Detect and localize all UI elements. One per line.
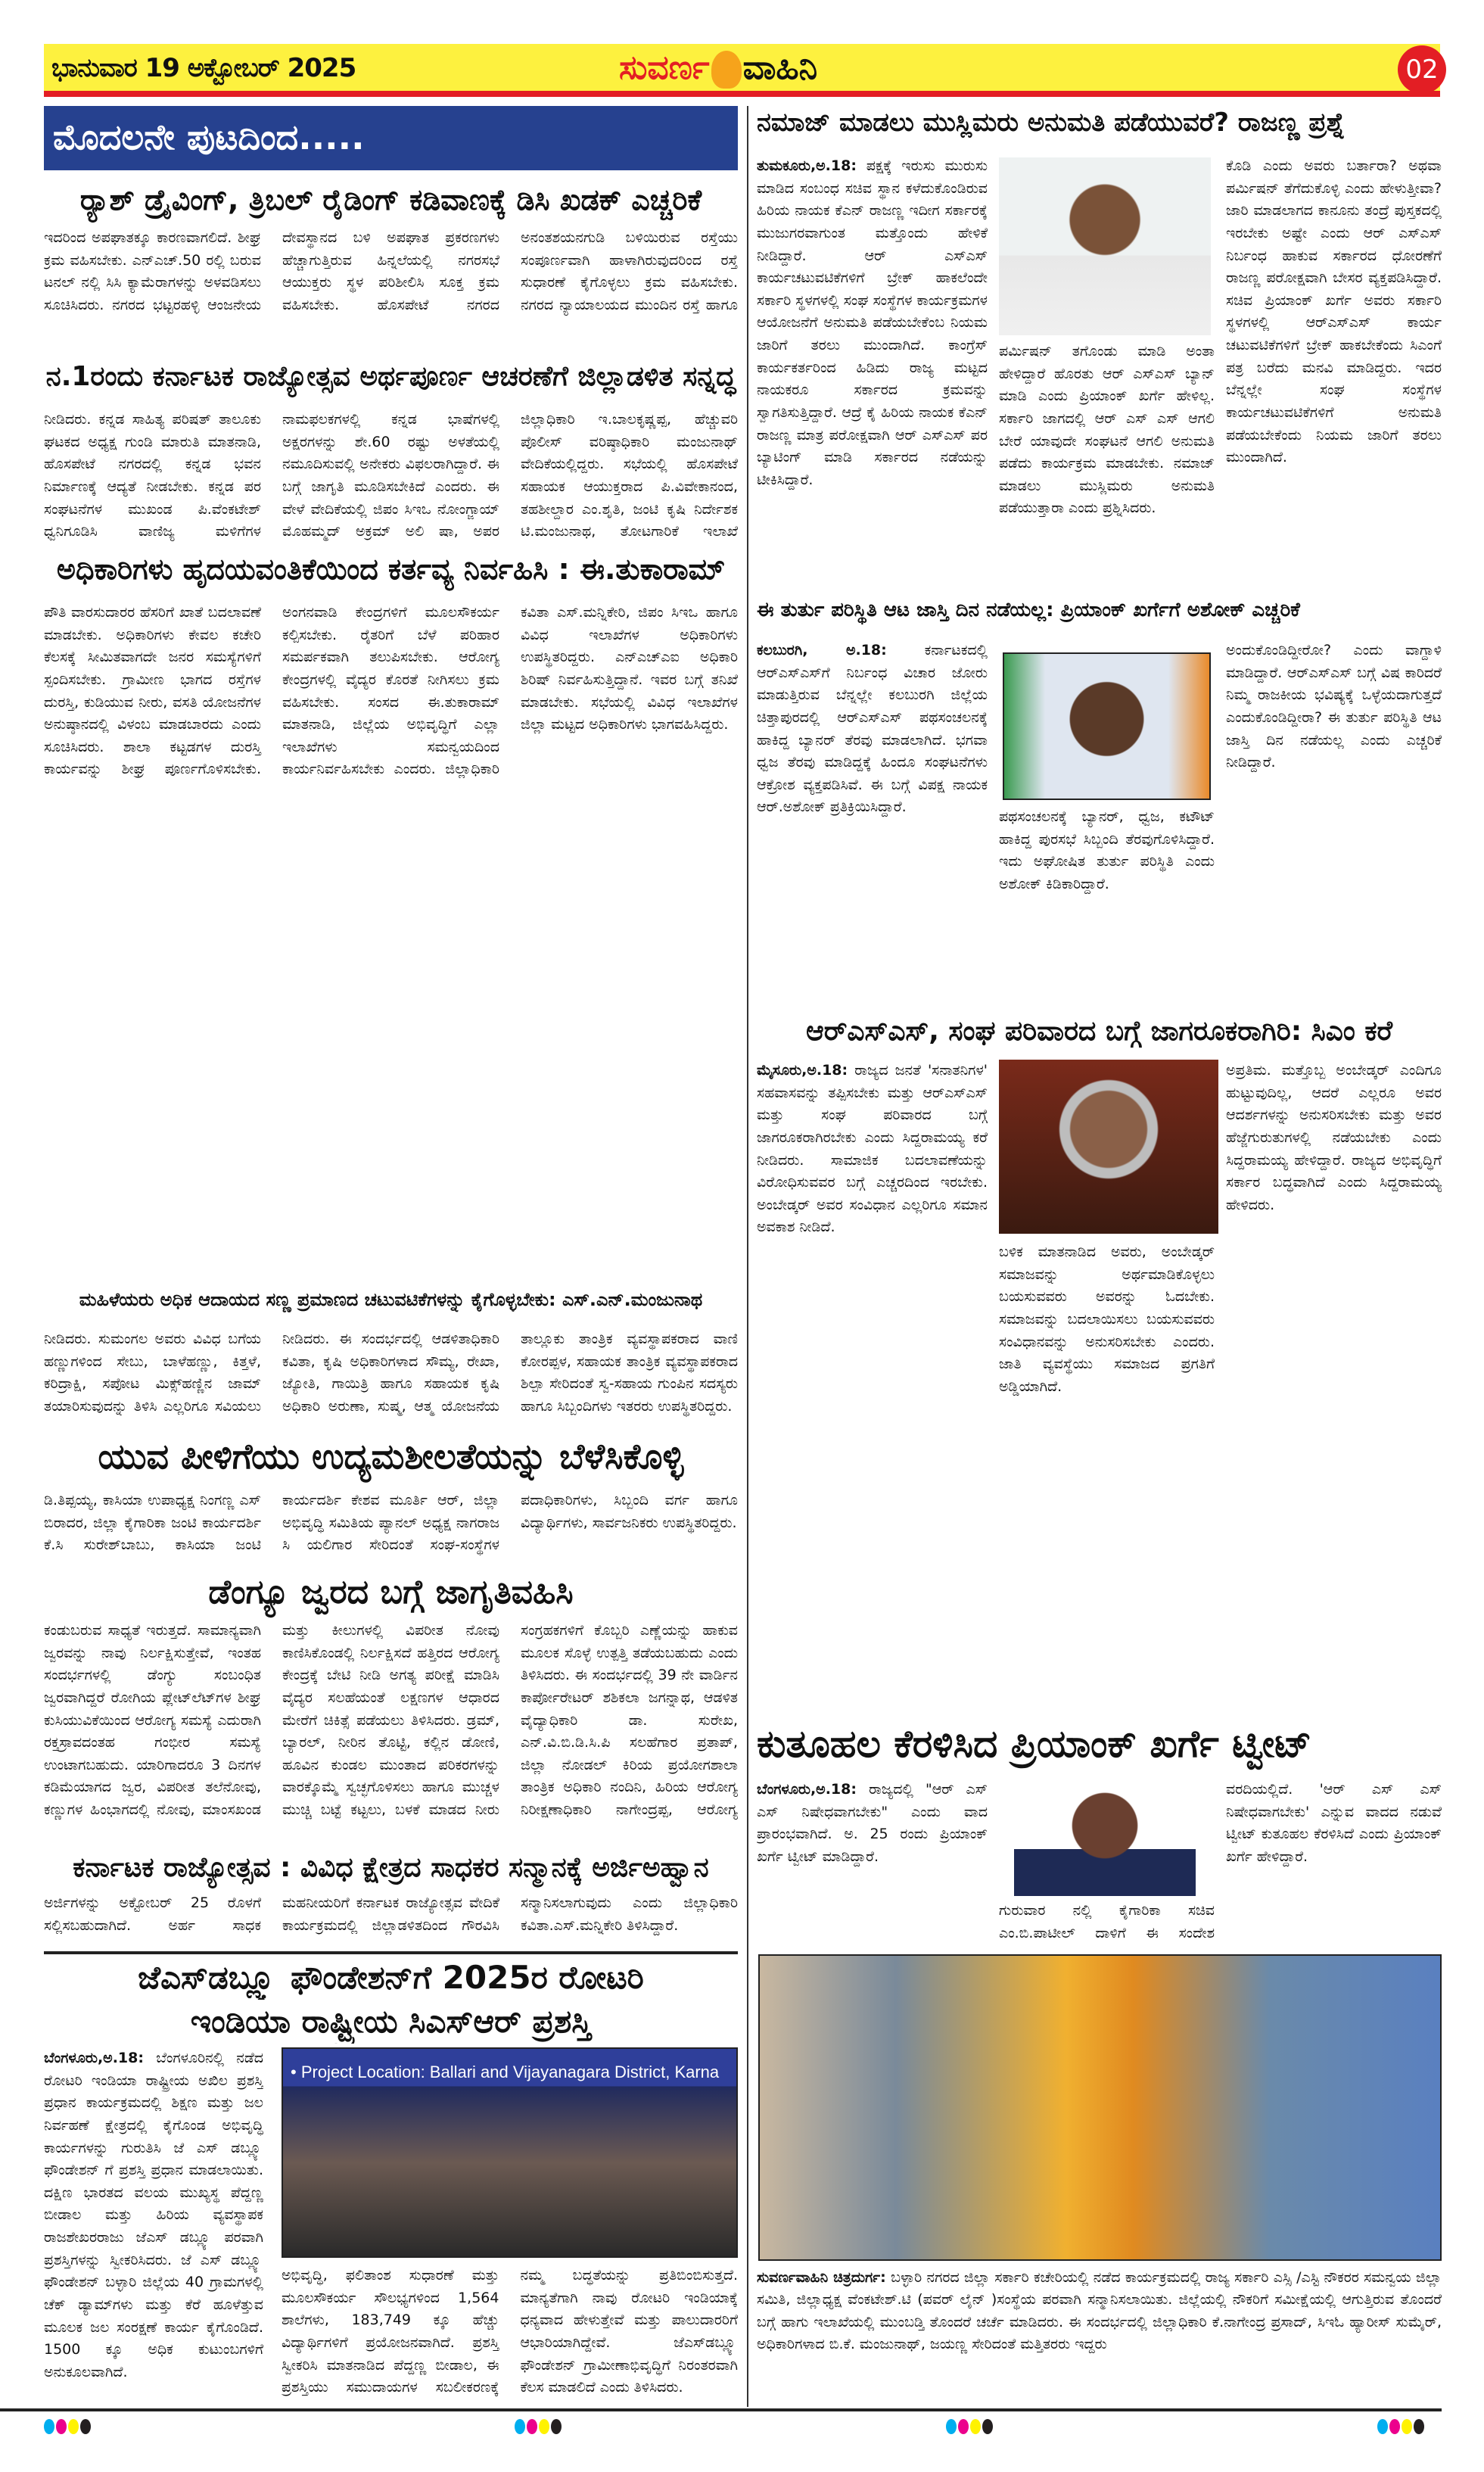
masthead-banner: [44, 44, 1440, 97]
karnataka-emblem-icon: [711, 51, 742, 89]
registration-marks: [1377, 2419, 1426, 2437]
headline-cm-rss: ಆರ್‌ಎಸ್‌ಎಸ್, ಸಂಘ ಪರಿವಾರದ ಬಗ್ಗೆ ಜಾಗರೂಕರಾಗಿರಿ: ಸಿಎಂ ಕರೆ: [805, 1016, 1393, 1047]
article-body: ಬಳಿಕ ಮಾತನಾಡಿದ ಅವರು, ಅಂಬೇಡ್ಕರ್ ಸಮಾಜವನ್ನು ಅರ್ಥಮಾಡಿಕೊಳ್ಳಲು ಬಯಸುವವರು ಅವರನ್ನು ಓದಬೇಕು. ಸಮಾಜವನ್ನು ಬದಲಾಯಿಸಲು ಬಯಸುವವರು ಸಂವಿಧಾನವನ್ನು ಅನುಸರಿಸಬೇಕು ಎಂದರು. ಜಾತಿ ವ್ಯವಸ್ಥೆಯು ಸಮಾಜದ ಪ್ರಗತಿಗೆ ಅಡ್ಡಿಯಾಗಿದೆ.: [999, 1244, 1215, 1395]
rajanna-photo: [999, 157, 1211, 335]
headline-rajyotsava-awards: ಕರ್ನಾಟಕ ರಾಜ್ಯೋತ್ಸವ : ವಿವಿಧ ಕ್ಷೇತ್ರದ ಸಾಧಕರ ಸನ್ಮಾನಕ್ಕೆ ಅರ್ಜಿಅಹ್ವಾನ: [73, 1852, 709, 1883]
registration-marks: [515, 2419, 563, 2437]
article-body: ಪಥಸಂಚಲನಕ್ಕೆ ಬ್ಯಾನರ್, ಧ್ವಜ, ಕಟೌಟ್ ಹಾಕಿದ್ದ ಪುರಸಭೆ ಸಿಬ್ಬಂದಿ ತೆರವುಗೊಳಿಸಿದ್ದಾರೆ. ಇದು ಅಘೋಷಿತ ತುರ್ತು ಪರಿಸ್ಥಿತಿ ಎಂದು ಅಶೋಕ್ ಕಿಡಿಕಾರಿದ್ದಾರೆ.: [999, 808, 1215, 892]
column-divider: [747, 106, 748, 2407]
headline-dengue: ಡೆಂಗ್ಯೂ ಜ್ವರದ ಬಗ್ಗೆ ಜಾಗೃತಿವಹಿಸಿ: [208, 1573, 574, 1611]
article-body: ಕಲಬುರಗಿ, ಅ.18: ಕರ್ನಾಟಕದಲ್ಲಿ ಆರ್‌ಎಸ್‌ಎಸ್‌ಗೆ ನಿರ್ಬಂಧ ವಿಚಾರ ಜೋರು ಮಾಡುತ್ತಿರುವ ಬೆನ್ನಲ್ಲೇ ಕಲಬುರಗಿ ಜಿಲ್ಲೆಯ ಚಿತ್ತಾಪುರದಲ್ಲಿ ಆರ್‌ಎಸ್‌ಎಸ್ ಪಥಸಂಚಲನಕ್ಕೆ ಹಾಕಿದ್ದ ಬ್ಯಾನರ್ ತೆರವು ಮಾಡಲಾಗಿದೆ. ಭಗವಾ ಧ್ವಜ ತೆರವು ಮಾಡಿದ್ದಕ್ಕೆ ಹಿಂದೂ ಸಂಘಟನೆಗಳು ಆಕ್ರೋಶ ವ್ಯಕ್ತಪಡಿಸಿವೆ. ಈ ಬಗ್ಗೆ ವಿಪಕ್ಷ ನಾಯಕ ಆರ್.ಅಶೋಕ್ ಪ್ರತಿಕ್ರಿಯಿಸಿದ್ದಾರೆ.: [757, 642, 988, 816]
headline-tukaram: ಅಧಿಕಾರಿಗಳು ಹೃದಯವಂತಿಕೆಯಿಂದ ಕರ್ತವ್ಯ ನಿರ್ವಹಿಸಿ : ಈ.ತುಕಾರಾಮ್: [56, 553, 726, 586]
article-body: ಅಭಿವೃದ್ಧಿ, ಫಲಿತಾಂಶ ಸುಧಾರಣೆ ಮತ್ತು ಮೂಲಸೌಕರ್ಯ ಸೌಲಭ್ಯಗಳಿಂದ 1,564 ಶಾಲೆಗಳು, 183,749 ಕ್ಕೂ ಹೆಚ್ಚು ವಿದ್ಯಾರ್ಥಿಗಳಿಗೆ ಪ್ರಯೋಜನವಾಗಿದೆ. ಪ್ರಶಸ್ತಿ ಸ್ವೀಕರಿಸಿ ಮಾತನಾಡಿದ ಪೆದ್ದಣ್ಣ ಬೀಡಾಲ, ಈ ಪ್ರಶಸ್ತಿಯು ಸಮುದಾಯಗಳ ಸಬಲೀಕರಣಕ್ಕೆ ನಮ್ಮ ಬದ್ಧತೆಯನ್ನು ಪ್ರತಿಬಿಂಬಿಸುತ್ತದೆ. ಮಾನ್ಯತೆಗಾಗಿ ನಾವು ರೋಟರಿ ಇಂಡಿಯಾಕ್ಕೆ ಧನ್ಯವಾದ ಹೇಳುತ್ತೇವೆ ಮತ್ತು ಪಾಲುದಾರರಿಗೆ ಆಭಾರಿಯಾಗಿದ್ದೇವೆ. ಜೆಎಸ್‌ಡಬ್ಲ್ಯೂ ಫೌಂಡೇಶನ್ ಗ್ರಾಮೀಣಾಭಿವೃದ್ಧಿಗೆ ನಿರಂತರವಾಗಿ ಕೆಲಸ ಮಾಡಲಿದೆ ಎಂದು ತಿಳಿಸಿದರು.: [282, 2267, 738, 2396]
registration-marks: [946, 2419, 994, 2437]
article-body: ಬೆಂಗಳೂರು,ಅ.18: ರಾಜ್ಯದಲ್ಲಿ "ಆರ್ ಎಸ್ ಎಸ್ ನಿಷೇಧವಾಗಬೇಕು" ಎಂದು ವಾದ ಪ್ರಾರಂಭವಾಗಿದೆ. ಅ. 25 ರಂದು ಪ್ರಿಯಾಂಕ್ ಖರ್ಗೆ ಟ್ವೀಟ್ ಮಾಡಿದ್ದಾರೆ.: [757, 1781, 988, 1865]
headline-jsw-line1: ಜೆಎಸ್‌ಡಬ್ಲ್ಯೂ ಫೌಂಡೇಶನ್‌ಗೆ 2025ರ ರೋಟರಿ: [138, 1959, 644, 1996]
newspaper-logo: ಸುವರ್ಣ ವಾಹಿನಿ: [619, 48, 818, 87]
award-ceremony-photo: [282, 2047, 738, 2258]
article-body: ಡಿ.ತಿಪ್ಪಯ್ಯ, ಕಾಸಿಯಾ ಉಪಾಧ್ಯಕ್ಷ ನಿಂಗಣ್ಣ ಎಸ್ ಬಿರಾದರ, ಜಿಲ್ಲಾ ಕೈಗಾರಿಕಾ ಜಂಟಿ ಕಾರ್ಯದರ್ಶಿ ಕೆ.ಸಿ ಸುರೇಶ್‌ಬಾಬು, ಕಾಸಿಯಾ ಜಂಟಿ ಕಾರ್ಯದರ್ಶಿ ಕೇಶವ ಮೂರ್ತಿ ಆರ್, ಜಿಲ್ಲಾ ಅಭಿವೃದ್ಧಿ ಸಮಿತಿಯ ಪ್ಯಾನಲ್ ಅಧ್ಯಕ್ಷ ನಾಗರಾಜ ಸಿ ಯಲಿಗಾರ ಸೇರಿದಂತೆ ಸಂಘ-ಸಂಸ್ಥೆಗಳ ಪದಾಧಿಕಾರಿಗಳು, ಸಿಬ್ಬಂದಿ ವರ್ಗ ಹಾಗೂ ವಿದ್ಯಾರ್ಥಿಗಳು, ಸಾರ್ವಜನಿಕರು ಉಪಸ್ಥಿತರಿದ್ದರು.: [44, 1492, 738, 1554]
article-body: ತುಮಕೂರು,ಅ.18: ಪಕ್ಷಕ್ಕೆ ಇರುಸು ಮುರುಸು ಮಾಡಿದ ಸಂಬಂಧ ಸಚಿವ ಸ್ಥಾನ ಕಳೆದುಕೊಂಡಿರುವ ಹಿರಿಯ ನಾಯಕ ಕೆಎನ್ ರಾಜಣ್ಣ ಇದೀಗ ಸರ್ಕಾರಕ್ಕೆ ಮುಜುಗರವಾಗುಂತ ಮತ್ತೊಂದು ಹೇಳಿಕೆ ನೀಡಿದ್ದಾರೆ. ಆರ್ ಎಸ್‌ಎಸ್ ಕಾರ್ಯಚಟುವಟಿಕೆಗಳಿಗೆ ಬ್ರೇಕ್ ಹಾಕಲೆಂದೇ ಸರ್ಕಾರಿ ಸ್ಥಳಗಳಲ್ಲಿ ಸಂಘ ಸಂಸ್ಥೆಗಳ ಕಾರ್ಯಕ್ರಮಗಳ ಆಯೋಜನೆಗೆ ಅನುಮತಿ ಪಡೆಯಬೇಕೆಂಬ ನಿಯಮ ಜಾರಿಗೆ ತರಲು ಮುಂದಾಗಿದೆ. ಕಾಂಗ್ರೆಸ್ ಕಾರ್ಯಕರ್ತರಿಂದ ಹಿಡಿದು ರಾಜ್ಯ ಮಟ್ಟದ ನಾಯಕರೂ ಸರ್ಕಾರದ ಕ್ರಮವನ್ನು ಸ್ವಾಗತಿಸುತ್ತಿದ್ದಾರೆ. ಆದ್ರೆ ಕೈ ಹಿರಿಯ ನಾಯಕ ಕೆಎನ್ ರಾಜಣ್ಣ ಮಾತ್ರ ಪರೋಕ್ಷವಾಗಿ ಆರ್ ಎಸ್‌ಎಸ್ ಪರ ಬ್ಯಾಟಿಂಗ್ ಮಾಡಿ ಸರ್ಕಾರದ ನಡೆಯನ್ನು ಟೀಕಿಸಿದ್ದಾರೆ.: [757, 157, 988, 488]
article-body: ನೀಡಿದರು. ಸುಮಂಗಲ ಅವರು ವಿವಿಧ ಬಗೆಯ ಹಣ್ಣುಗಳಿಂದ ಸೇಬು, ಬಾಳೆಹಣ್ಣು, ಕಿತ್ತಳೆ, ಕರಿದ್ರಾಕ್ಷಿ, ಸಪೋಟ ಮಿಕ್ಸ್‌ಹಣ್ಣಿನ ಜಾಮ್ ತಯಾರಿಸುವುದನ್ನು ತಿಳಿಸಿ ಎಲ್ಲರಿಗೂ ಸವಿಯಲು ನೀಡಿದರು. ಈ ಸಂದರ್ಭದಲ್ಲಿ ಆಡಳಿತಾಧಿಕಾರಿ ಕವಿತಾ, ಕೃಷಿ ಅಧಿಕಾರಿಗಳಾದ ಸೌಮ್ಯ, ರೇಖಾ, ಜ್ಯೋತಿ, ಗಾಯಿತ್ರಿ ಹಾಗೂ ಸಹಾಯಕ ಕೃಷಿ ಅಧಿಕಾರಿ ಅರುಣಾ, ಸುಷ್ಮ, ಆತ್ಮ ಯೋಜನೆಯ ತಾಲ್ಲೂಕು ತಾಂತ್ರಿಕ ವ್ಯವಸ್ಥಾಪಕರಾದ ವಾಣಿ ಕೋರಪ್ಪಳ, ಸಹಾಯಕ ತಾಂತ್ರಿಕ ವ್ಯವಸ್ಥಾಪಕರಾದ ಶಿಲ್ಪಾ ಸೇರಿದಂತೆ ಸ್ವ-ಸಹಾಯ ಗುಂಪಿನ ಸದಸ್ಯರು ಹಾಗೂ ಸಿಬ್ಬಂದಿಗಳು ಇತರರು ಉಪಸ್ಥಿತರಿದ್ದರು.: [44, 1331, 738, 1415]
article-body: ಬೆಂಗಳೂರು,ಅ.18: ಬೆಂಗಳೂರಿನಲ್ಲಿ ನಡೆದ ರೋಟರಿ ಇಂಡಿಯಾ ರಾಷ್ಟ್ರೀಯ ಅಖಿಲ ಪ್ರಶಸ್ತಿ ಪ್ರಧಾನ ಕಾರ್ಯಕ್ರಮದಲ್ಲಿ ಶಿಕ್ಷಣ ಮತ್ತು ಜಲ ನಿರ್ವಹಣೆ ಕ್ಷೇತ್ರದಲ್ಲಿ ಕೈಗೊಂಡ ಅಭಿವೃದ್ಧಿ ಕಾರ್ಯಗಳನ್ನು ಗುರುತಿಸಿ ಜೆ ಎಸ್ ಡಬ್ಲ್ಯೂ ಫೌಂಡೇಶನ್ ಗೆ ಪ್ರಶಸ್ತಿ ಪ್ರಧಾನ ಮಾಡಲಾಯಿತು. ದಕ್ಷಿಣ ಭಾರತದ ವಲಯ ಮುಖ್ಯಸ್ಥ ಪೆದ್ದಣ್ಣ ಬೀಡಾಲ ಮತ್ತು ಹಿರಿಯ ವ್ಯವಸ್ಥಾಪಕ ರಾಜಶೇಖರರಾಜು ಜೆಎಸ್ ಡಬ್ಲ್ಯೂ ಪರವಾಗಿ ಪ್ರಶಸ್ತಿಗಳನ್ನು ಸ್ವೀಕರಿಸಿದರು. ಜೆ ಎಸ್ ಡಬ್ಲ್ಯೂ ಫೌಂಡೇಶನ್ ಬಳ್ಳಾರಿ ಜಿಲ್ಲೆಯ 40 ಗ್ರಾಮಗಳಲ್ಲಿ ಚೆಕ್ ಡ್ಯಾಮ್‌ಗಳು ಮತ್ತು ಕೆರೆ ಹೂಳೆತ್ತುವ ಮೂಲಕ ಜಲ ಸಂರಕ್ಷಣೆ ಕಾರ್ಯ ಕೈಗೊಂಡಿದೆ. 1500 ಕ್ಕೂ ಅಧಿಕ ಕುಟುಂಬಗಳಿಗೆ ಅನುಕೂಲವಾಗಿದೆ.: [44, 2050, 263, 2380]
article-body: ಅರ್ಜಿಗಳನ್ನು ಅಕ್ಟೋಬರ್ 25 ರೊಳಗೆ ಸಲ್ಲಿಸಬಹುದಾಗಿದೆ. ಅರ್ಹ ಸಾಧಕ ಮಹನೀಯರಿಗೆ ಕರ್ನಾಟಕ ರಾಜ್ಯೋತ್ಸವ ವೇದಿಕೆ ಕಾರ್ಯಕ್ರಮದಲ್ಲಿ ಜಿಲ್ಲಾಡಳಿತದಿಂದ ಗೌರವಿಸಿ ಸನ್ಮಾನಿಸಲಾಗುವುದು ಎಂದು ಜಿಲ್ಲಾಧಿಕಾರಿ ಕವಿತಾ.ಎಸ್.ಮನ್ನಿಕೇರಿ ತಿಳಿಸಿದ್ದಾರೆ.: [44, 1894, 738, 1934]
ashok-photo: [1003, 652, 1211, 800]
headline-jsw-line2: ಇಂಡಿಯಾ ರಾಷ್ಟ್ರೀಯ ಸಿಎಸ್‌ಆರ್ ಪ್ರಶಸ್ತಿ: [190, 2003, 592, 2040]
article-body: ನೀಡಿದರು. ಕನ್ನಡ ಸಾಹಿತ್ಯ ಪರಿಷತ್ ತಾಲೂಕು ಘಟಕದ ಅಧ್ಯಕ್ಷ ಗುಂಡಿ ಮಾರುತಿ ಮಾತನಾಡಿ, ಹೊಸಪೇಟೆ ನಗರದಲ್ಲಿ ಕನ್ನಡ ಭವನ ನಿರ್ಮಾಣಕ್ಕೆ ಆದ್ಯತೆ ನೀಡಬೇಕು. ಕನ್ನಡ ಪರ ಸಂಘಟನೆಗಳ ಮುಖಂಡ ಪಿ.ವೆಂಕಟೇಶ್ ಧ್ವನಿಗೂಡಿಸಿ ವಾಣಿಜ್ಯ ಮಳಿಗೆಗಳ ನಾಮಫಲಕಗಳಲ್ಲಿ ಕನ್ನಡ ಭಾಷೆಗಳಲ್ಲಿ ಅಕ್ಷರಗಳನ್ನು ಶೇ.60 ರಷ್ಟು ಅಳತೆಯಲ್ಲಿ ನಮೂದಿಸುವಲ್ಲಿ ಅನೇಕರು ವಿಫಲರಾಗಿದ್ದಾರೆ. ಈ ಬಗ್ಗೆ ಜಾಗೃತಿ ಮೂಡಿಸಬೇಕಿದೆ ಎಂದರು. ಈ ವೇಳೆ ವೇದಿಕೆಯಲ್ಲಿ ಜಿಪಂ ಸಿಇಒ ನೋಂಗ್ಜಾಯ್ ಮೊಹಮ್ಮದ್ ಅಕ್ರಮ್ ಅಲಿ ಷಾ, ಅಪರ ಜಿಲ್ಲಾಧಿಕಾರಿ ಇ.ಬಾಲಕೃಷ್ಣಪ್ಪ, ಹೆಚ್ಚುವರಿ ಪೊಲೀಸ್ ವರಿಷ್ಠಾಧಿಕಾರಿ ಮಂಜುನಾಥ್ ವೇದಿಕೆಯಲ್ಲಿದ್ದರು. ಸಭೆಯಲ್ಲಿ ಹೊಸಪೇಟೆ ಸಹಾಯಕ ಆಯುಕ್ತರಾದ ಪಿ.ವಿವೇಕಾನಂದ, ತಹಶೀಲ್ದಾರ ಎಂ.ಶೃತಿ, ಜಂಟಿ ಕೃಷಿ ನಿರ್ದೇಶಕ ಟಿ.ಮಂಜುನಾಥ, ತೋಟಗಾರಿಕೆ ಇಲಾಖೆ: [44, 411, 738, 540]
headline-youth-entrepreneurship: ಯುವ ಪೀಳಿಗೆಯು ಉದ್ಯಮಶೀಲತೆಯನ್ನು ಬೆಳೆಸಿಕೊಳ್ಳಿ: [98, 1436, 684, 1477]
headline-women-income: ಮಹಿಳೆಯರು ಅಧಿಕ ಆದಾಯದ ಸಣ್ಣ ಪ್ರಮಾಣದ ಚಟುವಟಿಕೆಗಳನ್ನು ಕೈಗೊಳ್ಳಬೇಕು: ಎಸ್.ಎನ್.ಮಂಜುನಾಥ: [79, 1289, 703, 1310]
siddaramaiah-photo: [999, 1060, 1218, 1234]
issue-date: ಭಾನುವಾರ 19 ಅಕ್ಟೋಬರ್ 2025: [51, 53, 356, 83]
felicitation-photo: [758, 1954, 1442, 2261]
headline-priyank-tweet: ಕುತೂಹಲ ಕೆರಳಿಸಿದ ಪ್ರಿಯಾಂಕ್ ಖರ್ಗೆ ಟ್ವೀಟ್: [757, 1722, 1312, 1766]
headline-rajanna: ನಮಾಜ್ ಮಾಡಲು ಮುಸ್ಲಿಮರು ಅನುಮತಿ ಪಡೆಯುವರೆ? ರಾಜಣ್ಣ ಪ್ರಶ್ನೆ: [757, 107, 1346, 138]
photo-caption: ಸುವರ್ಣವಾಹಿನಿ ಚಿತ್ರದುರ್ಗ: ಬಳ್ಳಾರಿ ನಗರದ ಜಿಲ್ಲಾ ಸರ್ಕಾರಿ ಕಚೇರಿಯಲ್ಲಿ ನಡೆದ ಕಾರ್ಯಕ್ರಮದಲ್ಲಿ ರಾಜ್ಯ ಸರ್ಕಾರಿ ಎಸ್ಸಿ /ಎಸ್ಟಿ ನೌಕರರ ಸಮನ್ವಯ ಜಿಲ್ಲಾ ಸಮಿತಿ, ಜಿಲ್ಲಾಧ್ಯಕ್ಷ ವೆಂಕಟೇಶ್.ಟಿ (ಪವರ್ ಲೈನ್ )ಸಂಸ್ಥೆಯ ಪರವಾಗಿ ಸನ್ಮಾನಿಸಲಾಯಿತು. ಜಿಲ್ಲೆಯಲ್ಲಿ ನೌಕರಿಗೆ ಸಮೀಕ್ಷೆಯಲ್ಲಿ ಆಗುತ್ತಿರುವ ತೊಂದರೆ ಬಗ್ಗೆ ಹಾಗು ಇಲಾಖೆಯಲ್ಲಿ ಮುಂಬಡ್ತಿ ತೊಂದರೆ ಚರ್ಚೆ ಮಾಡಿದರು. ಈ ಸಂದರ್ಭದಲ್ಲಿ ಜಿಲ್ಲಾಧಿಕಾರಿ ಕೆ.ನಾಗೇಂದ್ರ ಪ್ರಸಾದ್, ಸಿಇಓ ಹ್ಯಾರೀಸ್ ಸುಮೈರ್, ಅಧಿಕಾರಿಗಳಾದ ಬಿ.ಕೆ. ಮಂಜುನಾಥ್, ಜಯಣ್ಣ ಸೇರಿದಂತೆ ಮತ್ತಿತರರು ಇದ್ದರು: [757, 2269, 1442, 2353]
article-body: ಕಂಡುಬರುವ ಸಾಧ್ಯತೆ ಇರುತ್ತದೆ. ಸಾಮಾನ್ಯವಾಗಿ ಜ್ವರವನ್ನು ನಾವು ನಿರ್ಲಕ್ಷಿಸುತ್ತೇವೆ, ಇಂತಹ ಸಂದರ್ಭಗಳಲ್ಲಿ ಡೆಂಗ್ಯು ಸಂಬಂಧಿತ ಜ್ವರವಾಗಿದ್ದರೆ ರೋಗಿಯ ಪ್ಲೇಟ್‌ಲೆಟ್‌ಗಳ ಶೀಘ್ರ ಕುಸಿಯುವಿಕೆಯಿಂದ ಆರೋಗ್ಯ ಸಮಸ್ಯೆ ಎದುರಾಗಿ ರಕ್ತಸ್ರಾವದಂತಹ ಗಂಭೀರ ಸಮಸ್ಯೆ ಉಂಟಾಗಬಹುದು. ಯಾರಿಗಾದರೂ 3 ದಿನಗಳ ಕಡಿಮೆಯಾಗದ ಜ್ವರ, ವಿಪರೀತ ತಲೆನೋವು, ಕಣ್ಣುಗಳ ಹಿಂಭಾಗದಲ್ಲಿ ನೋವು, ಮಾಂಸಖಂಡ ಮತ್ತು ಕೀಲುಗಳಲ್ಲಿ ವಿಪರೀತ ನೋವು ಕಾಣಿಸಿಕೊಂಡಲ್ಲಿ ನಿರ್ಲಕ್ಷಿಸದೆ ಹತ್ತಿರದ ಆರೋಗ್ಯ ಕೇಂದ್ರಕ್ಕೆ ಬೇಟಿ ನೀಡಿ ಅಗತ್ಯ ಪರೀಕ್ಷೆ ಮಾಡಿಸಿ ವೈದ್ಯರ ಸಲಹೆಯಂತೆ ಲಕ್ಷಣಗಳ ಆಧಾರದ ಮೇರೆಗೆ ಚಿಕಿತ್ಸೆ ಪಡೆಯಲು ತಿಳಿಸಿದರು. ಡ್ರಮ್, ಬ್ಯಾರಲ್, ನೀರಿನ ತೊಟ್ಟಿ, ಕಲ್ಲಿನ ಡೋಣಿ, ಹೂವಿನ ಕುಂಡಲ ಮುಂತಾದ ಪರಿಕರಗಳನ್ನು ವಾರಕ್ಕೊಮ್ಮೆ ಸ್ವಚ್ಛಗೊಳಿಸಲು ಹಾಗೂ ಮುಚ್ಚಳ ಮುಚ್ಚಿ ಬಟ್ಟೆ ಕಟ್ಟಲು, ಬಳಕೆ ಮಾಡದ ನೀರು ಸಂಗ್ರಹಕಗಳಿಗೆ ಕೊಬ್ಬರಿ ಎಣ್ಣೆಯನ್ನು ಹಾಕುವ ಮೂಲಕ ಸೊಳ್ಳೆ ಉತ್ಪತ್ತಿ ತಡೆಯಬಹುದು ಎಂದು ತಿಳಿಸಿದರು. ಈ ಸಂದರ್ಭದಲ್ಲಿ 39 ನೇ ವಾರ್ಡಿನ ಕಾರ್ಪೋರೇಟರ್ ಶಶಿಕಲಾ ಜಗನ್ನಾಥ, ಆಡಳಿತ ವೈದ್ಯಾಧಿಕಾರಿ ಡಾ. ಸುರೇಖ, ಎನ್.ವಿ.ಬಿ.ಡಿ.ಸಿ.ಪಿ ಸಲಹೆಗಾರ ಪ್ರತಾಪ್, ಜಿಲ್ಲಾ ನೋಡಲ್ ಕಿರಿಯ ಪ್ರಯೋಗಶಾಲಾ ತಾಂತ್ರಿಕ ಅಧಿಕಾರಿ ನಂದಿನಿ, ಹಿರಿಯ ಆರೋಗ್ಯ ನಿರೀಕ್ಷಣಾಧಿಕಾರಿ ನಾಗೇಂದ್ರಪ್ಪ, ಆರೋಗ್ಯ: [44, 1622, 738, 1818]
headline-rajyotsava-preparation: ನ.1ರಂದು ಕರ್ನಾಟಕ ರಾಜ್ಯೋತ್ಸವ ಅರ್ಥಪೂರ್ಣ ಆಚರಣೆಗೆ ಜಿಲ್ಲಾಡಳಿತ ಸನ್ನದ್ಧ: [45, 361, 736, 392]
article-body: ಅಂದುಕೊಂಡಿದ್ದೀರೋ? ಎಂದು ವಾಗ್ದಾಳಿ ಮಾಡಿದ್ದಾರೆ. ಆರ್‌ಎಸ್‌ಎಸ್ ಬಗ್ಗೆ ವಿಷ ಕಾರಿದರೆ ನಿಮ್ಮ ರಾಜಕೀಯ ಭವಿಷ್ಯಕ್ಕೆ ಒಳ್ಳೆಯದಾಗುತ್ತದೆ ಎಂದುಕೊಂಡಿದ್ದೀರಾ? ಈ ತುರ್ತು ಪರಿಸ್ಥಿತಿ ಆಟ ಜಾಸ್ತಿ ದಿನ ನಡೆಯಲ್ಲ ಎಂದು ಎಚ್ಚರಿಕೆ ನೀಡಿದ್ದಾರೆ.: [1226, 642, 1442, 771]
section-rule: [44, 1951, 738, 1954]
priyank-kharge-photo: [1014, 1779, 1196, 1896]
photo-banner-text: • Project Location: Ballari and Vijayanagara District, Karna: [291, 2063, 720, 2081]
continued-from-front-box: ಮೊದಲನೇ ಪುಟದಿಂದ.....: [44, 106, 738, 170]
article-body: ಪೌತಿ ವಾರಸುದಾರರ ಹೆಸರಿಗೆ ಖಾತೆ ಬದಲಾವಣೆ ಮಾಡಬೇಕು. ಅಧಿಕಾರಿಗಳು ಕೇವಲ ಕಚೇರಿ ಕೆಲಸಕ್ಕೆ ಸೀಮಿತವಾಗದೇ ಜನರ ಸಮಸ್ಯೆಗಳಿಗೆ ಸ್ಪಂದಿಸಬೇಕು. ಗ್ರಾಮೀಣ ಭಾಗದ ರಸ್ತೆಗಳ ದುರಸ್ತಿ, ಕುಡಿಯುವ ನೀರು, ವಸತಿ ಯೋಜನೆಗಳ ಅನುಷ್ಠಾನದಲ್ಲಿ ವಿಳಂಬ ಮಾಡಬಾರದು ಎಂದು ಸೂಚಿಸಿದರು. ಶಾಲಾ ಕಟ್ಟಡಗಳ ದುರಸ್ತಿ ಕಾರ್ಯವನ್ನು ಶೀಘ್ರ ಪೂರ್ಣಗೊಳಿಸಬೇಕು. ಅಂಗನವಾಡಿ ಕೇಂದ್ರಗಳಿಗೆ ಮೂಲಸೌಕರ್ಯ ಕಲ್ಪಿಸಬೇಕು. ರೈತರಿಗೆ ಬೆಳೆ ಪರಿಹಾರ ಸಮರ್ಪಕವಾಗಿ ತಲುಪಿಸಬೇಕು. ಆರೋಗ್ಯ ಕೇಂದ್ರಗಳಲ್ಲಿ ವೈದ್ಯರ ಕೊರತೆ ನೀಗಿಸಲು ಕ್ರಮ ವಹಿಸಬೇಕು. ಸಂಸದ ಈ.ತುಕಾರಾಮ್ ಮಾತನಾಡಿ, ಜಿಲ್ಲೆಯ ಅಭಿವೃದ್ಧಿಗೆ ಎಲ್ಲಾ ಇಲಾಖೆಗಳು ಸಮನ್ವಯದಿಂದ ಕಾರ್ಯನಿರ್ವಹಿಸಬೇಕು ಎಂದರು. ಜಿಲ್ಲಾಧಿಕಾರಿ ಕವಿತಾ ಎಸ್.ಮನ್ನಿಕೇರಿ, ಜಿಪಂ ಸಿಇಒ ಹಾಗೂ ವಿವಿಧ ಇಲಾಖೆಗಳ ಅಧಿಕಾರಿಗಳು ಉಪಸ್ಥಿತರಿದ್ದರು. ಎನ್‌ಎಚ್‌ಎಐ ಅಧಿಕಾರಿ ಶಿರಿಷ್ ನಿರ್ವಹಿಸುತ್ತಿದ್ದಾನೆ. ಇವರ ಬಗ್ಗೆ ತನಿಖೆ ಮಾಡಬೇಕು. ಸಭೆಯಲ್ಲಿ ವಿವಿಧ ಇಲಾಖೆಗಳ ಜಿಲ್ಲಾ ಮಟ್ಟದ ಅಧಿಕಾರಿಗಳು ಭಾಗವಹಿಸಿದ್ದರು.: [44, 604, 738, 778]
registration-marks: [44, 2419, 92, 2437]
article-body: ಪರ್ಮಿಷನ್ ತಗೊಂಡು ಮಾಡಿ ಅಂತಾ ಹೇಳಿದ್ದಾರೆ ಹೊರತು ಆರ್ ಎಸ್‌ಎಸ್ ಬ್ಯಾನ್ ಮಾಡಿ ಎಂದು ಪ್ರಿಯಾಂಕ್ ಖರ್ಗೆ ಹೇಳಿಲ್ಲ. ಸರ್ಕಾರಿ ಜಾಗದಲ್ಲಿ ಆರ್ ಎಸ್ ಎಸ್ ಆಗಲಿ ಬೇರೆ ಯಾವುದೇ ಸಂಘಟನೆ ಆಗಲಿ ಅನುಮತಿ ಪಡೆದು ಕಾರ್ಯಕ್ರಮ ಮಾಡಬೇಕು. ನಮಾಜ್ ಮಾಡಲು ಮುಸ್ಲಿಮರು ಅನುಮತಿ ಪಡೆಯುತ್ತಾರಾ ಎಂದು ಪ್ರಶ್ನಿಸಿದರು.: [999, 343, 1215, 517]
article-body: ಇದರಿಂದ ಅಪಘಾತಕ್ಕೂ ಕಾರಣವಾಗಲಿದೆ. ಶೀಘ್ರ ಕ್ರಮ ವಹಿಸಬೇಕು. ಎನ್‌ಎಚ್.50 ರಲ್ಲಿ ಬರುವ ಟನಲ್ ನಲ್ಲಿ ಸಿಸಿ ಕ್ಯಾಮೆರಾಗಳನ್ನು ಅಳವಡಿಸಲು ಸೂಚಿಸಿದರು. ನಗರದ ಭಟ್ಟರಹಳ್ಳಿ ಆಂಜನೇಯ ದೇವಸ್ಥಾನದ ಬಳಿ ಅಪಘಾತ ಪ್ರಕರಣಗಳು ಹೆಚ್ಚಾಗುತ್ತಿರುವ ಹಿನ್ನಲೆಯಲ್ಲಿ ನಗರಸಭೆ ಆಯುಕ್ತರು ಸ್ಥಳ ಪರಿಶೀಲಿಸಿ ಸೂಕ್ತ ಕ್ರಮ ವಹಿಸಬೇಕು. ಹೊಸಪೇಟೆ ನಗರದ ಅನಂತಶಯನಗುಡಿ ಬಳಿಯಿರುವ ರಸ್ತೆಯು ಸಂಪೂರ್ಣವಾಗಿ ಹಾಳಾಗಿರುವುದರಿಂದ ರಸ್ತೆ ಸುಧಾರಣೆ ಕೈಗೊಳ್ಳಲು ಕ್ರಮ ವಹಿಸಬೇಕು. ನಗರದ ನ್ಯಾಯಾಲಯದ ಮುಂದಿನ ರಸ್ತೆ ಹಾಗೂ: [44, 229, 738, 313]
article-body: ಗುರುವಾರ ನಲ್ಲಿ ಕೈಗಾರಿಕಾ ಸಚಿವ ಎಂ.ಬಿ.ಪಾಟೀಲ್ ದಾಳಿಗೆ ಈ ಸಂದೇಶ: [999, 1902, 1215, 1941]
page-number-badge: 02: [1398, 45, 1446, 94]
article-body: ಅಪ್ರತಿಮ. ಮತ್ತೊಬ್ಬ ಅಂಬೇಡ್ಕರ್ ಎಂದಿಗೂ ಹುಟ್ಟುವುದಿಲ್ಲ, ಆದರೆ ಎಲ್ಲರೂ ಅವರ ಆದರ್ಶಗಳನ್ನು ಅನುಸರಿಸಬೇಕು ಮತ್ತು ಅವರ ಹೆಜ್ಜೆಗುರುತುಗಳಲ್ಲಿ ನಡೆಯಬೇಕು ಎಂದು ಸಿದ್ದರಾಮಯ್ಯ ಹೇಳಿದ್ದಾರೆ. ರಾಜ್ಯದ ಅಭಿವೃದ್ಧಿಗೆ ಸರ್ಕಾರ ಬದ್ಧವಾಗಿದೆ ಎಂದು ಸಿದ್ದರಾಮಯ್ಯ ಹೇಳಿದರು.: [1226, 1062, 1442, 1213]
article-body: ವರದಿಯಲ್ಲಿದೆ. 'ಆರ್ ಎಸ್ ಎಸ್ ನಿಷೇಧವಾಗಬೇಕು' ಎನ್ನುವ ವಾದದ ನಡುವೆ ಟ್ವೀಟ್ ಕುತೂಹಲ ಕೆರಳಿಸಿದೆ ಎಂದು ಪ್ರಿಯಾಂಕ್ ಖರ್ಗೆ ಹೇಳಿದ್ದಾರೆ.: [1226, 1781, 1442, 1865]
dateline: ಬೆಂಗಳೂರು,ಅ.18:: [44, 2050, 144, 2066]
article-body: ಕೊಡಿ ಎಂದು ಅವರು ಬರ್ತಾರಾ? ಅಥವಾ ಪರ್ಮಿಷನ್ ತೆಗೆದುಕೊಳ್ಳಿ ಎಂದು ಹೇಳುತ್ತೀವಾ? ಜಾರಿ ಮಾಡಲಾಗದ ಕಾನೂನು ತಂದ್ರೆ ಪುಸ್ತಕದಲ್ಲಿ ಇರಬೇಕು ಅಷ್ಟೇ ಎಂದು ಆರ್ ಎಸ್‌ಎಸ್ ನಿರ್ಬಂಧ ಹಾಕುವ ಸರ್ಕಾರದ ಧೋರಣೆಗೆ ರಾಜಣ್ಣ ಪರೋಕ್ಷವಾಗಿ ಬೇಸರ ವ್ಯಕ್ತಪಡಿಸಿದ್ದಾರೆ. ಸಚಿವ ಪ್ರಿಯಾಂಕ್ ಖರ್ಗೆ ಅವರು ಸರ್ಕಾರಿ ಸ್ಥಳಗಳಲ್ಲಿ ಆರ್‌ಎಸ್‌ಎಸ್ ಕಾರ್ಯ ಚಟುವಟಿಕೆಗಳಿಗೆ ಬ್ರೇಕ್ ಹಾಕಬೇಕೆಂದು ಸಿಎಂಗೆ ಪತ್ರ ಬರೆದು ಮನವಿ ಮಾಡಿದ್ದರು. ಇದರ ಬೆನ್ನಲ್ಲೇ ಸಂಘ ಸಂಸ್ಥೆಗಳ ಕಾರ್ಯಚಟುವಟಿಕೆಗಳಿಗೆ ಅನುಮತಿ ಪಡೆಯಬೇಕೆಂದು ನಿಯಮ ಜಾರಿಗೆ ತರಲು ಮುಂದಾಗಿದೆ.: [1226, 157, 1442, 466]
footer-rule: [0, 2408, 1442, 2411]
headline-rash-driving: ರ್‍ಯಾಶ್ ಡ್ರೈವಿಂಗ್, ತ್ರಿಬಲ್ ರೈಡಿಂಗ್ ಕಡಿವಾಣಕ್ಕೆ ಡಿಸಿ ಖಡಕ್ ಎಚ್ಚರಿಕೆ: [79, 183, 702, 216]
headline-ashok-warning: ಈ ತುರ್ತು ಪರಿಸ್ಥಿತಿ ಆಟ ಜಾಸ್ತಿ ದಿನ ನಡೆಯಲ್ಲ: ಪ್ರಿಯಾಂಕ್ ಖರ್ಗೆಗೆ ಅಶೋಕ್ ಎಚ್ಚರಿಕೆ: [757, 599, 1300, 621]
article-body: ಮೈಸೂರು,ಅ.18: ರಾಜ್ಯದ ಜನತೆ 'ಸನಾತನಿಗಳ' ಸಹವಾಸವನ್ನು ತಪ್ಪಿಸಬೇಕು ಮತ್ತು ಆರ್‌ಎಸ್‌ಎಸ್ ಮತ್ತು ಸಂಘ ಪರಿವಾರದ ಬಗ್ಗೆ ಜಾಗರೂಕರಾಗಿರಬೇಕು ಎಂದು ಸಿದ್ದರಾಮಯ್ಯ ಕರೆ ನೀಡಿದರು. ಸಾಮಾಜಿಕ ಬದಲಾವಣೆಯನ್ನು ವಿರೋಧಿಸುವವರ ಬಗ್ಗೆ ಎಚ್ಚರದಿಂದ ಇರಬೇಕು. ಅಂಬೇಡ್ಕರ್ ಅವರ ಸಂವಿಧಾನ ಎಲ್ಲರಿಗೂ ಸಮಾನ ಅವಕಾಶ ನೀಡಿದೆ.: [757, 1062, 988, 1236]
